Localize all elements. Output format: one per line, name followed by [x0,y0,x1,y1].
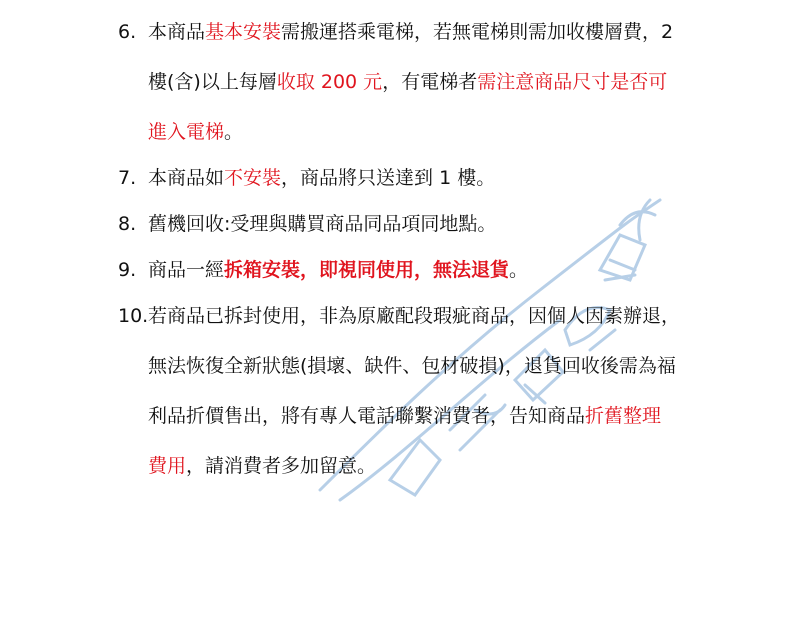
highlight-text: 基本安裝 [205,21,282,43]
item-number: 6. [118,21,137,43]
notice-item-9 [118,252,778,288]
body-text: ，商品將只送達到 1 樓。 [281,167,496,189]
body-text: 本商品 [148,21,206,43]
notice-item-10 [118,298,778,484]
body-text: 樓(含)以上每層 [148,71,277,93]
highlight-text: 不安裝 [224,167,282,189]
item-text-line [148,160,778,196]
highlight-text: 拆箱安裝，即視同使用，無法退貨 [224,259,510,281]
notice-item-7 [118,160,778,196]
highlight-text: 折舊整理 [585,405,662,427]
body-text: 若商品已拆封使用，非為原廠配段瑕疵商品，因個人因素辦退， [148,305,681,327]
body-text: 本商品如 [148,167,225,189]
item-number: 10. [118,305,149,327]
item-text-line [148,114,778,150]
body-text: 。 [509,259,529,281]
body-text: ，請消費者多加留意。 [186,455,377,477]
notice-item-8 [118,206,778,242]
item-text-line [148,348,778,384]
item-number: 8. [118,213,137,235]
highlight-text: 進入電梯 [148,121,225,143]
body-text: 舊機回收:受理與購買商品同品項同地點。 [148,213,497,235]
notice-list [118,14,778,484]
item-text-line [148,206,778,242]
item-text-line [148,448,778,484]
item-text-line [148,398,778,434]
body-text: 商品一經 [148,259,225,281]
body-text: 無法恢復全新狀態(損壞、缺件、包材破損)，退貨回收後需為福 [148,355,676,377]
item-text-line [148,14,778,50]
item-text-line [148,64,778,100]
highlight-text: 需注意商品尺寸是否可 [477,71,668,93]
item-text-line [148,298,778,334]
notice-item-6 [118,14,778,150]
item-number: 9. [118,259,137,281]
body-text: 。 [224,121,244,143]
body-text: 需搬運搭乘電梯，若無電梯則需加收樓層費，2 [281,21,674,43]
body-text: ，有電梯者 [382,71,478,93]
item-number: 7. [118,167,137,189]
highlight-text: 收取 200 元 [276,71,383,93]
body-text: 利品折價售出，將有專人電話聯繫消費者，告知商品 [148,405,586,427]
highlight-text: 費用 [148,455,187,477]
item-text-line [148,252,778,288]
